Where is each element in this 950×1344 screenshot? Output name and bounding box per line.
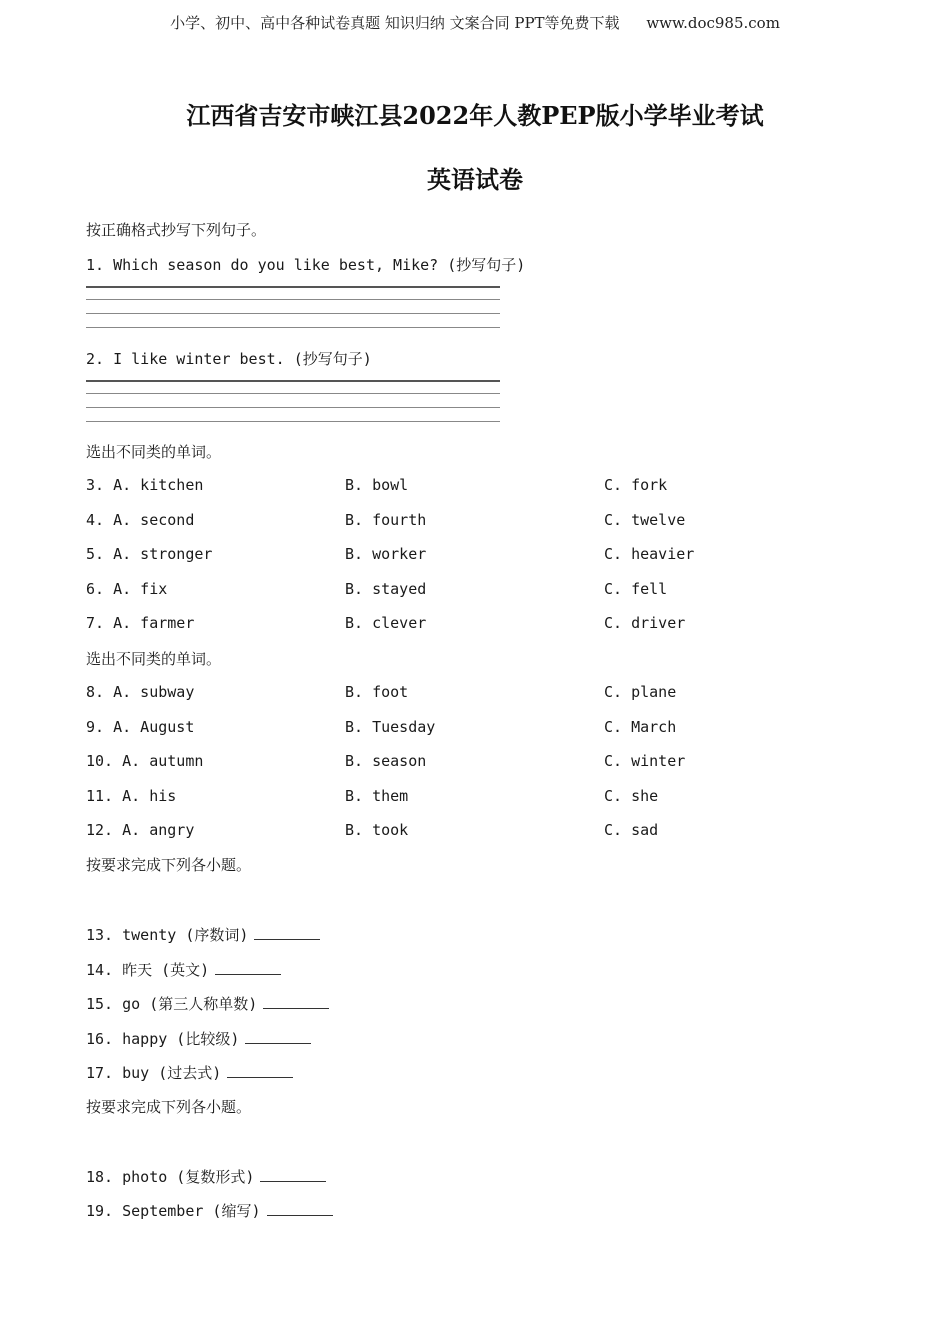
q5-option-a: 5. A. stronger — [86, 545, 213, 563]
question-15-text: 15. go (第三人称单数) — [86, 995, 258, 1013]
question-17 — [86, 1062, 293, 1083]
writing-line — [86, 380, 500, 382]
question-2: 2. I like winter best. (抄写句子) — [86, 350, 372, 368]
question-19-text: 19. September (缩写) — [86, 1202, 261, 1220]
q9-option-c: C. March — [604, 718, 677, 736]
question-13 — [86, 924, 320, 945]
writing-line — [86, 313, 500, 314]
q7-option-a: 7. A. farmer — [86, 614, 195, 632]
answer-blank-14[interactable] — [215, 960, 281, 975]
question-16-text: 16. happy (比较级) — [86, 1030, 240, 1048]
writing-lines-2[interactable] — [86, 380, 500, 424]
q12-option-b: B. took — [345, 821, 409, 839]
answer-blank-16[interactable] — [245, 1029, 311, 1044]
header-text: 小学、初中、高中各种试卷真题 知识归纳 文案合同 PPT等免费下载 — [170, 14, 620, 32]
q6-option-a: 6. A. fix — [86, 580, 168, 598]
q11-option-b: B. them — [345, 787, 409, 805]
answer-blank-19[interactable] — [267, 1201, 333, 1216]
q3-option-b: B. bowl — [345, 476, 409, 494]
requirements-instruction: 按要求完成下列各小题。 — [86, 856, 252, 874]
exam-title: 江西省吉安市峡江县2022年人教PEP版小学毕业考试 — [186, 101, 764, 130]
answer-blank-15[interactable] — [263, 994, 329, 1009]
writing-line — [86, 393, 500, 394]
exam-subtitle: 英语试卷 — [427, 165, 523, 194]
writing-line — [86, 299, 500, 300]
writing-line — [86, 327, 500, 328]
q4-option-a: 4. A. second — [86, 511, 195, 529]
requirements-instruction-2: 按要求完成下列各小题。 — [86, 1098, 252, 1116]
q9-option-a: 9. A. August — [86, 718, 195, 736]
q6-option-c: C. fell — [604, 580, 668, 598]
q7-option-b: B. clever — [345, 614, 427, 632]
answer-blank-13[interactable] — [254, 925, 320, 940]
q8-option-c: C. plane — [604, 683, 677, 701]
question-18 — [86, 1166, 326, 1187]
writing-line — [86, 286, 500, 288]
q12-option-c: C. sad — [604, 821, 659, 839]
answer-blank-18[interactable] — [260, 1167, 326, 1182]
question-13-text: 13. twenty (序数词) — [86, 926, 249, 944]
q10-option-c: C. winter — [604, 752, 686, 770]
q3-option-a: 3. A. kitchen — [86, 476, 204, 494]
q4-option-c: C. twelve — [604, 511, 686, 529]
q10-option-a: 10. A. autumn — [86, 752, 204, 770]
question-19 — [86, 1200, 333, 1221]
q8-option-a: 8. A. subway — [86, 683, 195, 701]
question-1: 1. Which season do you like best, Mike? (抄写句子) — [86, 256, 526, 274]
page-header — [0, 12, 950, 33]
copy-instruction: 按正确格式抄写下列句子。 — [86, 221, 267, 239]
q5-option-b: B. worker — [345, 545, 427, 563]
question-14 — [86, 959, 281, 980]
writing-line — [86, 407, 500, 408]
q7-option-c: C. driver — [604, 614, 686, 632]
question-18-text: 18. photo (复数形式) — [86, 1168, 255, 1186]
q10-option-b: B. season — [345, 752, 427, 770]
q9-option-b: B. Tuesday — [345, 718, 436, 736]
q11-option-c: C. she — [604, 787, 659, 805]
odd-one-out-instruction-2: 选出不同类的单词。 — [86, 650, 222, 668]
odd-one-out-instruction: 选出不同类的单词。 — [86, 443, 222, 461]
writing-lines-1[interactable] — [86, 286, 500, 330]
q6-option-b: B. stayed — [345, 580, 427, 598]
q3-option-c: C. fork — [604, 476, 668, 494]
q4-option-b: B. fourth — [345, 511, 427, 529]
question-16 — [86, 1028, 311, 1049]
question-15 — [86, 993, 329, 1014]
answer-blank-17[interactable] — [227, 1063, 293, 1078]
q11-option-a: 11. A. his — [86, 787, 177, 805]
q12-option-a: 12. A. angry — [86, 821, 195, 839]
question-14-text: 14. 昨天 (英文) — [86, 961, 210, 979]
question-17-text: 17. buy (过去式) — [86, 1064, 222, 1082]
q8-option-b: B. foot — [345, 683, 409, 701]
q5-option-c: C. heavier — [604, 545, 695, 563]
header-url[interactable]: www.doc985.com — [646, 14, 780, 32]
writing-line — [86, 421, 500, 422]
